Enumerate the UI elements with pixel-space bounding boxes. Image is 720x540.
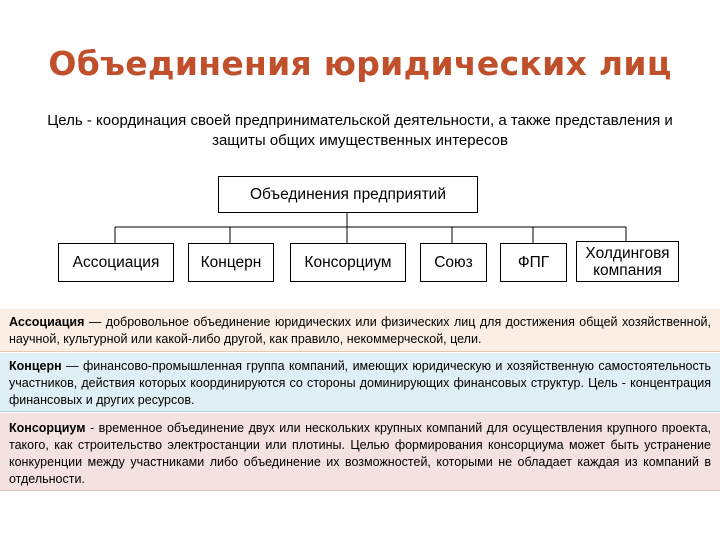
definition-term: Концерн (9, 359, 62, 373)
definition-konsorcium (0, 413, 720, 491)
definition-text: — финансово-промышленная группа компаний, имеющих юридическую и хозяйственную самостоятельность участников, действия которых координируются со стороны доминирующих финансовых структур. Цель - концентрация финансовых и других ресурсов. (9, 359, 711, 407)
definition-associacia (0, 309, 720, 352)
box-holding: Холдинговя компания (576, 241, 679, 282)
definition-term: Ассоциация (9, 315, 85, 329)
box-konsorcium: Консорциум (290, 243, 406, 282)
definition-text: — добровольное объединение юридических или физических лиц для достижения общей хозяйственной, научной, культурной или какой-либо другой, как правило, некоммерческой, цели. (9, 315, 711, 346)
box-koncern: Концерн (188, 243, 274, 282)
definition-term: Консорциум (9, 421, 86, 435)
definition-koncern (0, 353, 720, 412)
subtitle: Цель - координация своей предпринимательской деятельности, а также представления и защиты общих имущественных интересов (47, 112, 673, 149)
box-soyuz: Союз (420, 243, 487, 282)
root-box: Объединения предприятий (218, 176, 478, 213)
page-title: Объединения юридических лиц (48, 44, 672, 83)
box-fpg: ФПГ (500, 243, 567, 282)
definition-text: - временное объединение двух или нескольких крупных компаний для осуществления крупного проекта, такого, как строительство электростанции или плотины. Целью формирования консорциума может быть устранение конкуренции между участниками либо объединение их возможностей, которыми не обладает каждая из компаний в отдельности. (9, 421, 711, 486)
box-associacia: Ассоциация (58, 243, 174, 282)
